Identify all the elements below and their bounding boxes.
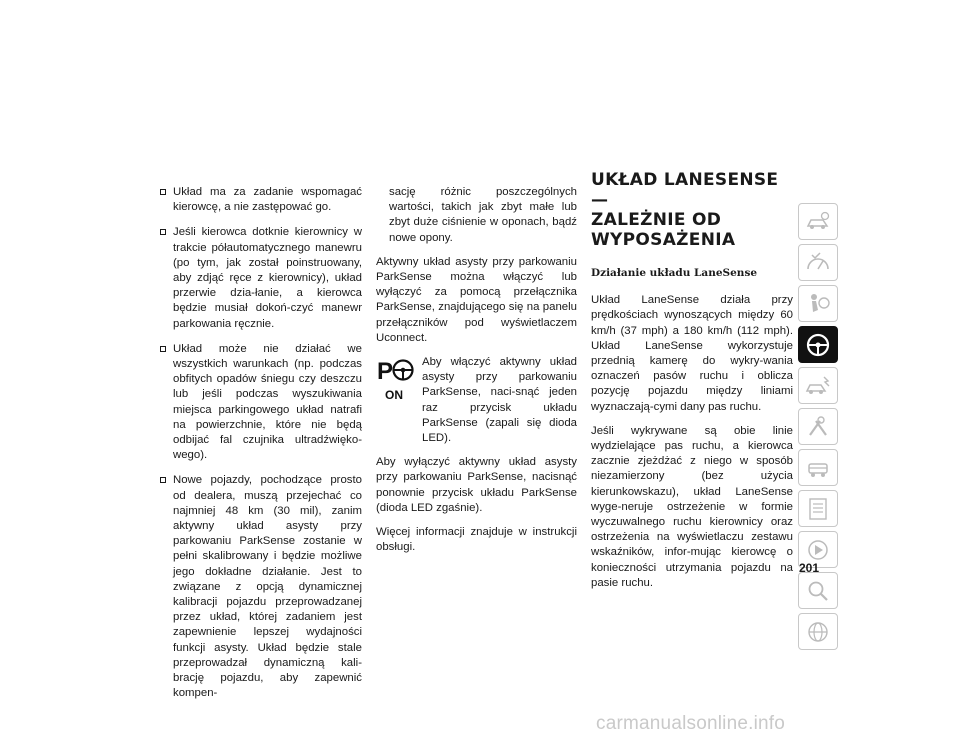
tab-car-crash[interactable] (798, 367, 838, 404)
specifications-list-icon (804, 495, 832, 523)
bullet-box-icon (160, 477, 166, 483)
column-middle (376, 185, 577, 564)
tab-steering-wheel[interactable] (798, 326, 838, 363)
paragraph: Aby włączyć aktywny układ asysty przy parkowaniu ParkSense, naci-snąć jeden raz przycisk układu ParkSense (zapali się dioda LED). (422, 356, 577, 445)
search-index-icon (804, 577, 832, 605)
dashboard-check-icon (804, 249, 832, 277)
icon-label-on: ON (385, 388, 403, 403)
tools-service-icon (804, 413, 832, 441)
chapter-tabs (798, 203, 840, 654)
car-maintenance-icon (804, 454, 832, 482)
list-item: Jeśli kierowca dotknie kierownicy w trakcie półautomatycznego manewru (po tym, jak został poinstruowany, aby zdjąć ręce z kierownicy), układ przerwie dzia-łanie, a kierowca będzie musiał dokoń-czyć manewr parkowania ręcznie. (160, 225, 362, 331)
section-heading: UKŁAD LANESENSE — ZALEŻNIE OD WYPOSAŻENIA (591, 170, 779, 250)
airbag-safety-icon (804, 290, 832, 318)
page-number: 201 (799, 561, 820, 575)
tab-car-info[interactable] (798, 203, 838, 240)
paragraph: Jeśli wykrywane są obie linie wydzielające pas ruchu, a kierowca zacznie zjeżdżać z niego w sposób niezamierzony (bez użycia kierunkowskazu), układ LaneSense wyge-neruje ostrzeżenie w formie wyczuwalnego ruchu kierownicy oraz ostrzeżenia na wyświetlaczu zestawu wskaźników, infor-mując kierowcę o konieczności utrzymania pojazdu na pasie ruchu. (591, 424, 793, 589)
column-left (160, 185, 362, 712)
icon-letter-p: P (377, 358, 394, 386)
bullet-box-icon (160, 346, 166, 352)
bullet-continuation: sację różnic poszczególnych wartości, takich jak zbyt małe lub zbyt duże ciśnienie w oponach, bądź nowe opony. (389, 186, 577, 244)
tab-car-maintenance[interactable] (798, 449, 838, 486)
tab-tools-service[interactable] (798, 408, 838, 445)
multimedia-icon (804, 536, 832, 564)
car-crash-icon (804, 372, 832, 400)
car-info-icon (804, 208, 832, 236)
tab-airbag-safety[interactable] (798, 285, 838, 322)
list-item: Układ może nie działać we wszystkich warunkach (np. podczas obfitych opadów śniegu czy deszczu lub jeśli podczas wyszukiwania miejsca parkingowego układ natrafi na powierzchnie, które nie będą odbijać fal czujnika ultradźwięko-wego). (160, 342, 362, 464)
tab-dashboard-check[interactable] (798, 244, 838, 281)
parksense-switch-icon (376, 355, 416, 405)
list-item: Układ ma za zadanie wspomagać kierowcę, a nie zastępować go. (160, 185, 362, 215)
column-right (591, 170, 793, 600)
bullet-box-icon (160, 189, 166, 195)
paragraph: Aby wyłączyć aktywny układ asysty przy parkowaniu ParkSense, nacisnąć ponownie przycisk układu ParkSense (dioda LED zgaśnie). (376, 456, 577, 514)
paragraph: Więcej informacji znajduje w instrukcji obsługi. (376, 526, 577, 554)
paragraph: Aktywny układ asysty przy parkowaniu ParkSense można włączyć lub wyłączyć za pomocą przełącznika ParkSense, znajdującego się na panelu przełączników pod wyświetlaczem Uconnect. (376, 255, 577, 344)
subheading: Działanie układu LaneSense (591, 267, 758, 279)
parksense-instruction (376, 355, 577, 446)
list-item: Nowe pojazdy, pochodzące prosto od dealera, muszą przejechać co najmniej 48 km (30 mil), zanim aktywny układ asysty przy parkowaniu ParkSense zostanie w pełni skalibrowany i będzie możliwe jego dokładne działanie. Jest to związane z opcją dynamicznej kalibracji pojazdu przeprowadzanej przez układ, której zadaniem jest zapewnienie lepszej wydajności funkcji asysty. Układ będzie stale przeprowadzał dynamiczną kali-brację pojazdu, aby zapewnić kompen- (160, 473, 362, 701)
watermark: carmanualsonline.info (596, 713, 786, 734)
tab-language[interactable] (798, 613, 838, 650)
steering-wheel-icon (804, 331, 832, 359)
paragraph: Układ LaneSense działa przy prędkościach wynoszących między 60 km/h (37 mph) a 180 km/h (112 mph). Układ LaneSense wykorzystuje przednią kamerę do wykry-wania oznaczeń pasów ruchu i oblicza pozycję pojazdu między liniami wyznaczają-cymi dany pas ruchu. (591, 294, 793, 413)
tab-specifications[interactable] (798, 490, 838, 527)
language-icon (804, 618, 832, 646)
bullet-box-icon (160, 229, 166, 235)
tab-search-index[interactable] (798, 572, 838, 609)
